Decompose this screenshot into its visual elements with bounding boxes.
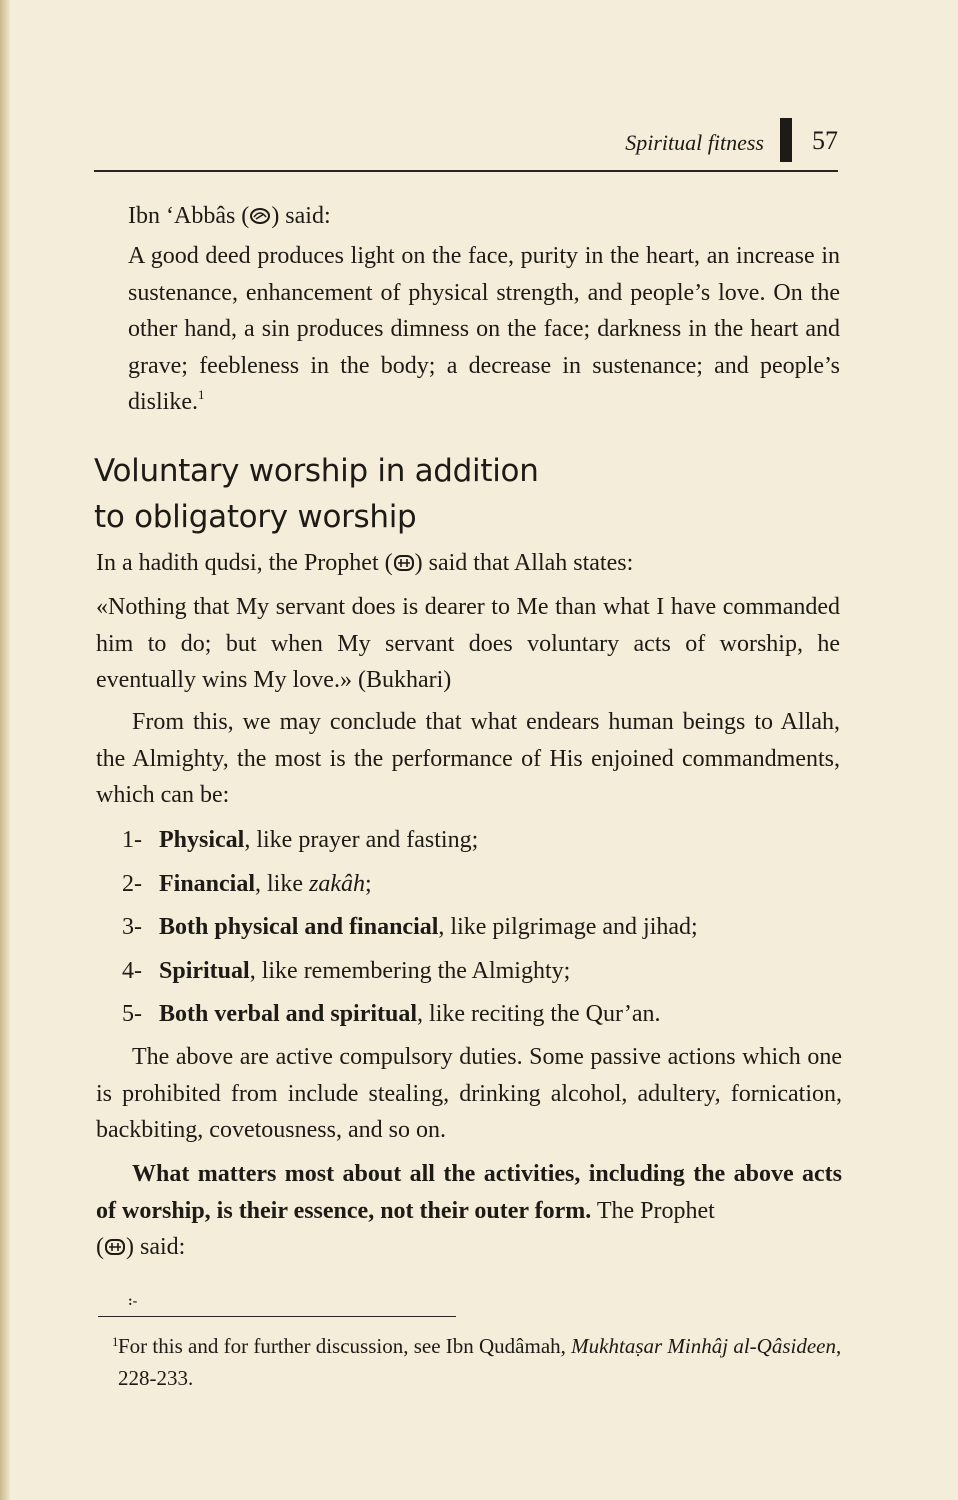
section-heading-line2: to obligatory worship <box>94 499 417 535</box>
section-heading <box>94 448 539 540</box>
page-header <box>94 118 838 172</box>
footnote <box>94 1330 842 1394</box>
running-head: Spiritual fitness <box>625 130 764 155</box>
attribution-after: ) said: <box>271 203 331 229</box>
header-bar <box>780 118 792 162</box>
section-heading-line1: Voluntary worship in addition <box>94 453 539 489</box>
list-item: 5- Both verbal and spiritual, like reciting the Qur’an. <box>122 1001 661 1027</box>
list-item: 4- Spiritual, like remembering the Almighty; <box>122 957 571 984</box>
list-item: 1- Physical, like prayer and fasting; <box>122 827 479 853</box>
list-item: 3- Both physical and financial, like pilgrimage and jihad; <box>122 914 698 940</box>
conclusion-paragraph: From this, we may conclude that what endears human beings to Allah, the Almighty, the most is the performance of His enjoined commandments, which can be: <box>96 709 840 808</box>
honorific-calligraphy-icon <box>104 1237 126 1257</box>
essence-end: ) said: <box>126 1234 186 1260</box>
hadith-intro <box>96 545 633 582</box>
duties-paragraph: The above are active compulsory duties. Some passive actions which one is prohibited from include stealing, drinking alcohol, adultery, fornication, backbiting, covetousness, and so on. <box>96 1044 842 1143</box>
footnote-reference[interactable]: 1 <box>198 387 205 402</box>
honorific-calligraphy-icon <box>393 553 415 573</box>
footnote-number: 1 <box>112 1334 119 1349</box>
footnote-mark: :- <box>128 1294 138 1309</box>
essence-bold: What matters most about all the activities, including the above acts of worship, is their essence, not their outer form. <box>96 1161 842 1224</box>
quote-body: A good deed produces light on the face, purity in the heart, an increase in sustenance, enhancement of physical strength, and people’s love. On the other hand, a sin produces dimness on the face; darkness in the heart and grave; feebleness in the body; a decrease in sustenance; and people’s dislike. <box>128 243 840 415</box>
footnote-text: For this and for further discussion, see Ibn Qudâmah, Mukhtaṣar Minhâj al-Qâsideen, 228-233. <box>118 1334 842 1390</box>
page-edge <box>0 0 10 1500</box>
page-number: 57 <box>812 126 838 155</box>
essence-rest: The Prophet <box>591 1197 715 1224</box>
quote-attribution <box>128 198 331 235</box>
essence-paragraph: What matters most about all the activities, including the above acts of worship, is their essence, not their outer form. The Prophet ( ) said: <box>96 1161 842 1260</box>
footnote-rule <box>98 1316 456 1317</box>
intro-after: ) said that Allah states: <box>414 550 634 576</box>
hadith-quote: «Nothing that My servant does is dearer to Me than what I have commanded him to do; but when My servant does voluntary acts of worship, he eventually wins My love.» (Bukhari) <box>96 594 840 693</box>
attribution-before: Ibn ‘Abbâs ( <box>128 203 250 229</box>
intro-before: In a hadith qudsi, the Prophet ( <box>96 550 393 576</box>
commandments-list <box>122 822 698 1040</box>
list-item: 2- Financial, like zakâh; <box>122 870 372 897</box>
quote-text <box>128 238 840 421</box>
footnote-book-title: Mukhtaṣar Minhâj al-Qâsideen <box>571 1334 836 1358</box>
honorific-calligraphy-icon <box>249 206 271 226</box>
